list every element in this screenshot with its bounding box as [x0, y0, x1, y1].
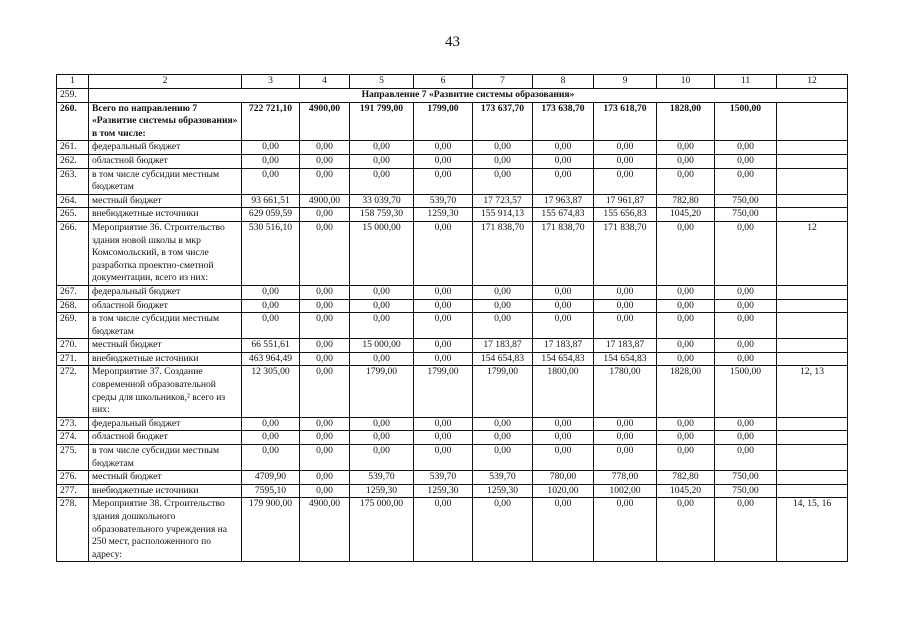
value-cell: 17 961,87	[594, 194, 657, 208]
value-cell: 0,00	[414, 141, 473, 155]
value-cell	[777, 208, 848, 222]
value-cell	[777, 431, 848, 445]
value-cell: 17 723,57	[473, 194, 533, 208]
value-cell: 0,00	[300, 168, 350, 194]
value-cell: 0,00	[300, 445, 350, 471]
value-cell: 154 654,83	[533, 352, 594, 366]
value-cell: 539,70	[473, 471, 533, 485]
table-row	[57, 417, 848, 431]
value-cell: 0,00	[594, 299, 657, 313]
row-number: 261.	[57, 141, 89, 155]
value-cell	[777, 339, 848, 353]
value-cell: 17 963,87	[533, 194, 594, 208]
value-cell: 155 656,83	[594, 208, 657, 222]
value-cell: 191 799,00	[350, 102, 414, 141]
value-cell: 782,80	[657, 194, 715, 208]
value-cell: 0,00	[715, 221, 777, 285]
row-number: 259.	[57, 89, 89, 103]
value-cell: 0,00	[242, 168, 300, 194]
value-cell: 0,00	[350, 417, 414, 431]
value-cell: 0,00	[414, 431, 473, 445]
value-cell: 154 654,83	[473, 352, 533, 366]
value-cell: 0,00	[300, 208, 350, 222]
value-cell: 0,00	[473, 313, 533, 339]
value-cell: 0,00	[715, 417, 777, 431]
row-description: Мероприятие 38. Строительство здания дошкольного образовательного учреждения на 250 мест, расположенного по адресу:	[89, 498, 242, 562]
section-title: Направление 7 «Развитие системы образования»	[89, 89, 848, 103]
value-cell: 0,00	[657, 168, 715, 194]
table-row	[57, 221, 848, 285]
value-cell: 0,00	[533, 168, 594, 194]
value-cell: 0,00	[473, 498, 533, 562]
table-row	[57, 168, 848, 194]
row-number: 277.	[57, 484, 89, 498]
value-cell: 0,00	[414, 445, 473, 471]
value-cell: 0,00	[473, 299, 533, 313]
value-cell: 15 000,00	[350, 221, 414, 285]
value-cell: 0,00	[657, 221, 715, 285]
value-cell: 0,00	[414, 352, 473, 366]
value-cell: 0,00	[350, 285, 414, 299]
value-cell: 539,70	[350, 471, 414, 485]
value-cell	[777, 445, 848, 471]
value-cell: 0,00	[657, 313, 715, 339]
value-cell: 0,00	[715, 352, 777, 366]
value-cell: 1828,00	[657, 102, 715, 141]
value-cell: 0,00	[473, 431, 533, 445]
value-cell: 0,00	[350, 445, 414, 471]
row-number: 263.	[57, 168, 89, 194]
value-cell: 0,00	[533, 299, 594, 313]
value-cell: 0,00	[350, 154, 414, 168]
value-cell: 0,00	[533, 498, 594, 562]
row-description: в том числе субсидии местным бюджетам	[89, 313, 242, 339]
value-cell: 0,00	[715, 154, 777, 168]
value-cell: 0,00	[300, 352, 350, 366]
value-cell: 1259,30	[414, 208, 473, 222]
value-cell: 780,00	[533, 471, 594, 485]
value-cell	[777, 141, 848, 155]
value-cell: 0,00	[657, 431, 715, 445]
row-description: Мероприятие 37. Создание современной образовательной среды для школьников,² всего из них:	[89, 366, 242, 417]
value-cell: 0,00	[594, 285, 657, 299]
row-number: 269.	[57, 313, 89, 339]
row-description: местный бюджет	[89, 471, 242, 485]
table-row	[57, 445, 848, 471]
table-row	[57, 194, 848, 208]
value-cell: 1045,20	[657, 208, 715, 222]
value-cell: 0,00	[350, 168, 414, 194]
value-cell: 0,00	[533, 285, 594, 299]
table-row	[57, 484, 848, 498]
value-cell: 4900,00	[300, 102, 350, 141]
value-cell: 750,00	[715, 208, 777, 222]
value-cell: 1259,30	[350, 484, 414, 498]
value-cell: 0,00	[594, 445, 657, 471]
value-cell: 539,70	[414, 194, 473, 208]
value-cell: 0,00	[715, 339, 777, 353]
value-cell	[777, 154, 848, 168]
value-cell: 154 654,83	[594, 352, 657, 366]
value-cell: 782,80	[657, 471, 715, 485]
value-cell: 17 183,87	[473, 339, 533, 353]
value-cell: 0,00	[350, 141, 414, 155]
value-cell: 0,00	[715, 141, 777, 155]
value-cell: 155 914,13	[473, 208, 533, 222]
value-cell: 0,00	[473, 141, 533, 155]
value-cell: 0,00	[533, 417, 594, 431]
section-row	[57, 89, 848, 103]
value-cell: 0,00	[350, 431, 414, 445]
table-row	[57, 339, 848, 353]
row-description: федеральный бюджет	[89, 417, 242, 431]
value-cell: 0,00	[594, 141, 657, 155]
value-cell: 171 838,70	[594, 221, 657, 285]
value-cell	[777, 417, 848, 431]
row-description: областной бюджет	[89, 299, 242, 313]
column-header-row	[57, 75, 848, 89]
value-cell: 12 305,00	[242, 366, 300, 417]
table-row	[57, 141, 848, 155]
value-cell: 12	[777, 221, 848, 285]
row-number: 265.	[57, 208, 89, 222]
table-row	[57, 313, 848, 339]
value-cell: 93 661,51	[242, 194, 300, 208]
value-cell: 158 759,30	[350, 208, 414, 222]
value-cell: 7595,10	[242, 484, 300, 498]
value-cell: 0,00	[594, 154, 657, 168]
row-description: областной бюджет	[89, 431, 242, 445]
row-number: 274.	[57, 431, 89, 445]
value-cell: 1799,00	[350, 366, 414, 417]
value-cell: 0,00	[300, 299, 350, 313]
value-cell: 0,00	[715, 498, 777, 562]
column-header: 12	[777, 75, 848, 89]
value-cell	[777, 313, 848, 339]
value-cell: 0,00	[657, 141, 715, 155]
row-number: 266.	[57, 221, 89, 285]
value-cell: 0,00	[657, 339, 715, 353]
table-row	[57, 366, 848, 417]
value-cell: 1800,00	[533, 366, 594, 417]
value-cell: 15 000,00	[350, 339, 414, 353]
value-cell: 12, 13	[777, 366, 848, 417]
value-cell: 0,00	[242, 154, 300, 168]
value-cell: 0,00	[350, 313, 414, 339]
column-header: 9	[594, 75, 657, 89]
budget-table	[56, 74, 848, 562]
row-number: 272.	[57, 366, 89, 417]
row-number: 264.	[57, 194, 89, 208]
value-cell: 0,00	[473, 154, 533, 168]
value-cell: 0,00	[242, 299, 300, 313]
value-cell: 0,00	[300, 313, 350, 339]
value-cell: 0,00	[300, 366, 350, 417]
value-cell: 66 551,61	[242, 339, 300, 353]
value-cell: 1259,30	[414, 484, 473, 498]
value-cell: 0,00	[533, 431, 594, 445]
value-cell: 179 900,00	[242, 498, 300, 562]
value-cell: 0,00	[657, 445, 715, 471]
value-cell: 0,00	[715, 431, 777, 445]
value-cell: 0,00	[300, 484, 350, 498]
row-description: областной бюджет	[89, 154, 242, 168]
value-cell: 1002,00	[594, 484, 657, 498]
value-cell: 1500,00	[715, 366, 777, 417]
column-header: 1	[57, 75, 89, 89]
value-cell: 0,00	[414, 417, 473, 431]
row-number: 260.	[57, 102, 89, 141]
row-description: федеральный бюджет	[89, 141, 242, 155]
value-cell: 0,00	[473, 285, 533, 299]
row-number: 273.	[57, 417, 89, 431]
table-row	[57, 498, 848, 562]
value-cell	[777, 352, 848, 366]
row-description: внебюджетные источники	[89, 352, 242, 366]
value-cell: 1780,00	[594, 366, 657, 417]
value-cell: 0,00	[594, 498, 657, 562]
value-cell: 0,00	[594, 168, 657, 194]
value-cell: 0,00	[300, 141, 350, 155]
table-row	[57, 299, 848, 313]
value-cell: 1259,30	[473, 484, 533, 498]
row-description: внебюджетные источники	[89, 484, 242, 498]
value-cell: 0,00	[594, 431, 657, 445]
column-header: 6	[414, 75, 473, 89]
value-cell: 0,00	[414, 498, 473, 562]
value-cell: 0,00	[242, 141, 300, 155]
value-cell: 0,00	[657, 352, 715, 366]
row-number: 268.	[57, 299, 89, 313]
row-number: 275.	[57, 445, 89, 471]
row-description: в том числе субсидии местным бюджетам	[89, 168, 242, 194]
value-cell: 1500,00	[715, 102, 777, 141]
value-cell: 0,00	[715, 313, 777, 339]
value-cell: 4900,00	[300, 194, 350, 208]
value-cell	[777, 168, 848, 194]
value-cell: 4709,90	[242, 471, 300, 485]
value-cell: 539,70	[414, 471, 473, 485]
value-cell: 0,00	[657, 154, 715, 168]
value-cell: 155 674,83	[533, 208, 594, 222]
value-cell: 17 183,87	[594, 339, 657, 353]
column-header: 5	[350, 75, 414, 89]
value-cell	[777, 194, 848, 208]
table-row	[57, 471, 848, 485]
column-header: 10	[657, 75, 715, 89]
value-cell: 0,00	[414, 154, 473, 168]
value-cell: 0,00	[414, 221, 473, 285]
value-cell: 0,00	[242, 445, 300, 471]
value-cell: 173 638,70	[533, 102, 594, 141]
value-cell: 0,00	[300, 417, 350, 431]
value-cell: 629 059,59	[242, 208, 300, 222]
value-cell: 0,00	[300, 154, 350, 168]
value-cell: 0,00	[300, 285, 350, 299]
row-description: внебюджетные источники	[89, 208, 242, 222]
value-cell: 1799,00	[473, 366, 533, 417]
value-cell: 0,00	[414, 285, 473, 299]
value-cell: 0,00	[533, 313, 594, 339]
value-cell: 750,00	[715, 194, 777, 208]
value-cell: 0,00	[300, 431, 350, 445]
value-cell: 14, 15, 16	[777, 498, 848, 562]
value-cell: 33 039,70	[350, 194, 414, 208]
value-cell: 0,00	[300, 221, 350, 285]
value-cell: 0,00	[414, 313, 473, 339]
value-cell: 0,00	[414, 299, 473, 313]
value-cell: 750,00	[715, 471, 777, 485]
value-cell: 171 838,70	[533, 221, 594, 285]
value-cell: 0,00	[473, 417, 533, 431]
value-cell: 0,00	[715, 168, 777, 194]
row-description: местный бюджет	[89, 339, 242, 353]
value-cell: 0,00	[300, 339, 350, 353]
value-cell: 0,00	[242, 313, 300, 339]
value-cell: 1799,00	[414, 102, 473, 141]
column-header: 3	[242, 75, 300, 89]
value-cell	[777, 471, 848, 485]
value-cell	[777, 299, 848, 313]
value-cell: 0,00	[594, 313, 657, 339]
row-number: 276.	[57, 471, 89, 485]
column-header: 2	[89, 75, 242, 89]
value-cell: 0,00	[533, 154, 594, 168]
value-cell: 0,00	[594, 417, 657, 431]
value-cell: 463 964,49	[242, 352, 300, 366]
value-cell: 175 000,00	[350, 498, 414, 562]
value-cell: 0,00	[715, 445, 777, 471]
row-description: Мероприятие 36. Строительство здания новой школы в мкр Комсомольский, в том числе разработка проектно-сметной документации, всего из них:	[89, 221, 242, 285]
row-number: 278.	[57, 498, 89, 562]
value-cell: 1045,20	[657, 484, 715, 498]
row-description: местный бюджет	[89, 194, 242, 208]
value-cell: 17 183,87	[533, 339, 594, 353]
value-cell: 0,00	[300, 471, 350, 485]
value-cell: 1828,00	[657, 366, 715, 417]
row-number: 267.	[57, 285, 89, 299]
value-cell: 0,00	[242, 417, 300, 431]
table-row	[57, 285, 848, 299]
column-header: 4	[300, 75, 350, 89]
table-row	[57, 154, 848, 168]
row-description: Всего по направлению 7 «Развитие системы образования» в том числе:	[89, 102, 242, 141]
row-description: федеральный бюджет	[89, 285, 242, 299]
column-header: 11	[715, 75, 777, 89]
table-row	[57, 208, 848, 222]
value-cell: 1020,00	[533, 484, 594, 498]
value-cell: 0,00	[715, 285, 777, 299]
value-cell: 0,00	[657, 498, 715, 562]
row-number: 271.	[57, 352, 89, 366]
table-row	[57, 102, 848, 141]
value-cell: 173 637,70	[473, 102, 533, 141]
value-cell: 0,00	[473, 168, 533, 194]
table-row	[57, 431, 848, 445]
column-header: 8	[533, 75, 594, 89]
value-cell: 750,00	[715, 484, 777, 498]
value-cell: 0,00	[657, 417, 715, 431]
value-cell: 4900,00	[300, 498, 350, 562]
value-cell	[777, 102, 848, 141]
value-cell: 0,00	[715, 299, 777, 313]
value-cell: 0,00	[350, 299, 414, 313]
value-cell: 171 838,70	[473, 221, 533, 285]
value-cell: 0,00	[473, 445, 533, 471]
value-cell: 722 721,10	[242, 102, 300, 141]
value-cell: 0,00	[414, 339, 473, 353]
page-number: 43	[445, 34, 460, 50]
value-cell	[777, 484, 848, 498]
row-number: 262.	[57, 154, 89, 168]
value-cell: 0,00	[657, 299, 715, 313]
value-cell: 0,00	[657, 285, 715, 299]
value-cell	[777, 285, 848, 299]
value-cell: 0,00	[533, 445, 594, 471]
column-header: 7	[473, 75, 533, 89]
table-row	[57, 352, 848, 366]
value-cell: 1799,00	[414, 366, 473, 417]
value-cell: 173 618,70	[594, 102, 657, 141]
value-cell: 0,00	[350, 352, 414, 366]
row-description: в том числе субсидии местным бюджетам	[89, 445, 242, 471]
row-number: 270.	[57, 339, 89, 353]
value-cell: 778,00	[594, 471, 657, 485]
value-cell: 0,00	[242, 285, 300, 299]
value-cell: 0,00	[414, 168, 473, 194]
value-cell: 0,00	[242, 431, 300, 445]
value-cell: 0,00	[533, 141, 594, 155]
value-cell: 530 516,10	[242, 221, 300, 285]
